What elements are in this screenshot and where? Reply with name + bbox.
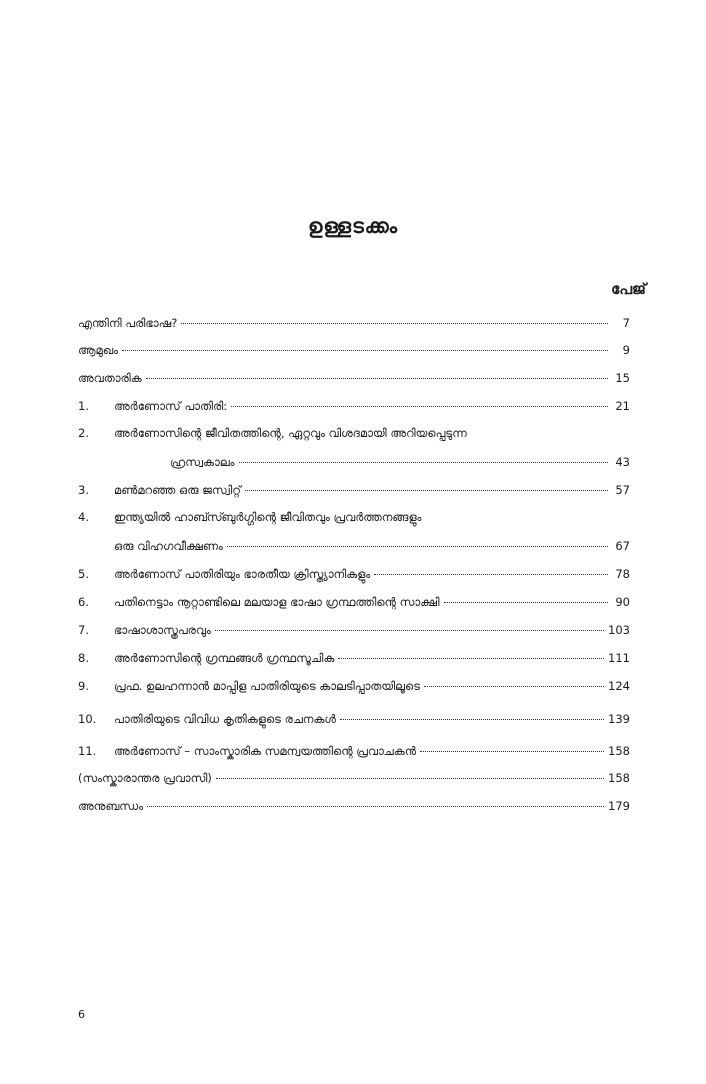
toc-entry-text: ആമുഖം <box>78 343 119 357</box>
toc-entry-text: എന്തിനി പരിഭാഷ? <box>78 316 178 330</box>
toc-entry-text: ഭാഷാശാസ്ത്രപരവും <box>114 623 211 637</box>
toc-entry[interactable] <box>78 647 630 665</box>
toc-entry-page: 139 <box>608 712 630 726</box>
toc-entry-page: 78 <box>615 567 630 581</box>
toc-entry-text: ഒരു വിഹഗവീക്ഷണം <box>114 539 223 553</box>
toc-entry-page: 158 <box>608 771 630 785</box>
toc-entry-text: പ്രഫ. ഉലഹന്നാൻ മാപ്പിള പാതിരിയുടെ കാലടിപ്പാതയിലൂടെ <box>114 679 420 693</box>
toc-entry-number: 8. <box>78 651 89 665</box>
toc-entry-page: 111 <box>608 651 630 665</box>
page-title: ഉള്ളടക്കം <box>307 214 399 238</box>
toc-entry-number: 5. <box>78 567 89 581</box>
toc-entry[interactable] <box>78 395 630 413</box>
toc-entry[interactable] <box>78 312 630 330</box>
toc-entry-text: അർണോസ് – സാംസ്കാരിക സമന്വയത്തിന്റെ പ്രവാചകൻ <box>114 744 417 758</box>
toc-entry-number: 1. <box>78 399 89 413</box>
toc-entry[interactable] <box>78 479 630 497</box>
page-column-label: പേജ് <box>611 280 646 298</box>
toc-entry-page: 90 <box>615 595 630 609</box>
toc-entry-text: പാതിരിയുടെ വിവിധ കൃതികളുടെ രചനകൾ <box>114 712 336 726</box>
toc-entry-page: 57 <box>615 483 630 497</box>
toc-entry-page: 21 <box>615 399 630 413</box>
toc-entry[interactable] <box>78 740 630 758</box>
toc-entry-number: 9. <box>78 679 89 693</box>
toc-entry-text: ഇന്ത്യയിൽ ഹാബ്സ്ബുർഗ്ഗിന്റെ ജീവിതവും പ്രവർത്തനങ്ങളും <box>114 510 422 524</box>
toc-entry-number: 11. <box>78 744 97 758</box>
toc-entry[interactable] <box>78 367 630 385</box>
toc-entry-page: 103 <box>608 623 630 637</box>
toc-entry[interactable] <box>78 675 630 693</box>
toc-entry-page: 67 <box>615 539 630 553</box>
toc-entry-page: 179 <box>608 799 630 813</box>
toc-entry-number: 4. <box>78 510 89 524</box>
toc-entry[interactable] <box>78 507 630 525</box>
toc-entry-text: അനുബന്ധം <box>78 799 144 813</box>
footer-page-number: 6 <box>78 1008 85 1021</box>
toc-entry-page: 158 <box>608 744 630 758</box>
toc-entry[interactable] <box>78 591 630 609</box>
toc-entry-page: 9 <box>622 343 630 357</box>
toc-entry[interactable] <box>170 451 630 469</box>
toc-entry[interactable] <box>114 535 630 553</box>
toc-entry-number: 6. <box>78 595 89 609</box>
toc-entry-page: 124 <box>608 679 630 693</box>
toc-entry-text: അർണോസിന്റെ ജീവിതത്തിന്റെ, ഏറ്റവും വിശദമായി അറിയപ്പെടുന്ന <box>114 426 467 440</box>
toc-entry[interactable] <box>78 423 630 441</box>
toc-entry-text: അർണോസ് പാതിരിയും ഭാരതീയ ക്രിസ്ത്യാനികളും <box>114 567 371 581</box>
toc-entry-page: 43 <box>615 455 630 469</box>
toc-entry[interactable] <box>78 563 630 581</box>
toc-entry-text: അർണോസിന്റെ ഗ്രന്ഥങ്ങൾ ഗ്രന്ഥസൂചിക <box>114 651 335 665</box>
toc-entry-text: (സംസ്കാരാന്തര പ്രവാസി) <box>78 771 212 785</box>
toc-entry-text: പതിനെട്ടാം നൂറ്റാണ്ടിലെ മലയാള ഭാഷാ ഗ്രന്ഥത്തിന്റെ സാക്ഷി <box>114 595 440 609</box>
toc-entry-text: മൺമറഞ്ഞ ഒരു ജസ്വിറ്റ് <box>114 483 241 497</box>
toc-entry-text: അർണോസ് പാതിരി: <box>114 399 228 413</box>
toc-entry[interactable] <box>78 619 630 637</box>
toc-entry-number: 2. <box>78 426 89 440</box>
toc-entry[interactable] <box>78 795 630 813</box>
toc-entry[interactable] <box>78 339 630 357</box>
toc-entry-text: ഹ്രസ്വകാലം <box>170 455 235 469</box>
toc-entry-text: അവതാരിക <box>78 371 142 385</box>
toc-entry-page: 7 <box>622 316 630 330</box>
toc-entry[interactable] <box>78 767 630 785</box>
toc-entry-number: 3. <box>78 483 89 497</box>
toc-entry[interactable] <box>78 708 630 726</box>
toc-entry-number: 7. <box>78 623 89 637</box>
toc-entry-number: 10. <box>78 712 97 726</box>
toc-entry-page: 15 <box>615 371 630 385</box>
